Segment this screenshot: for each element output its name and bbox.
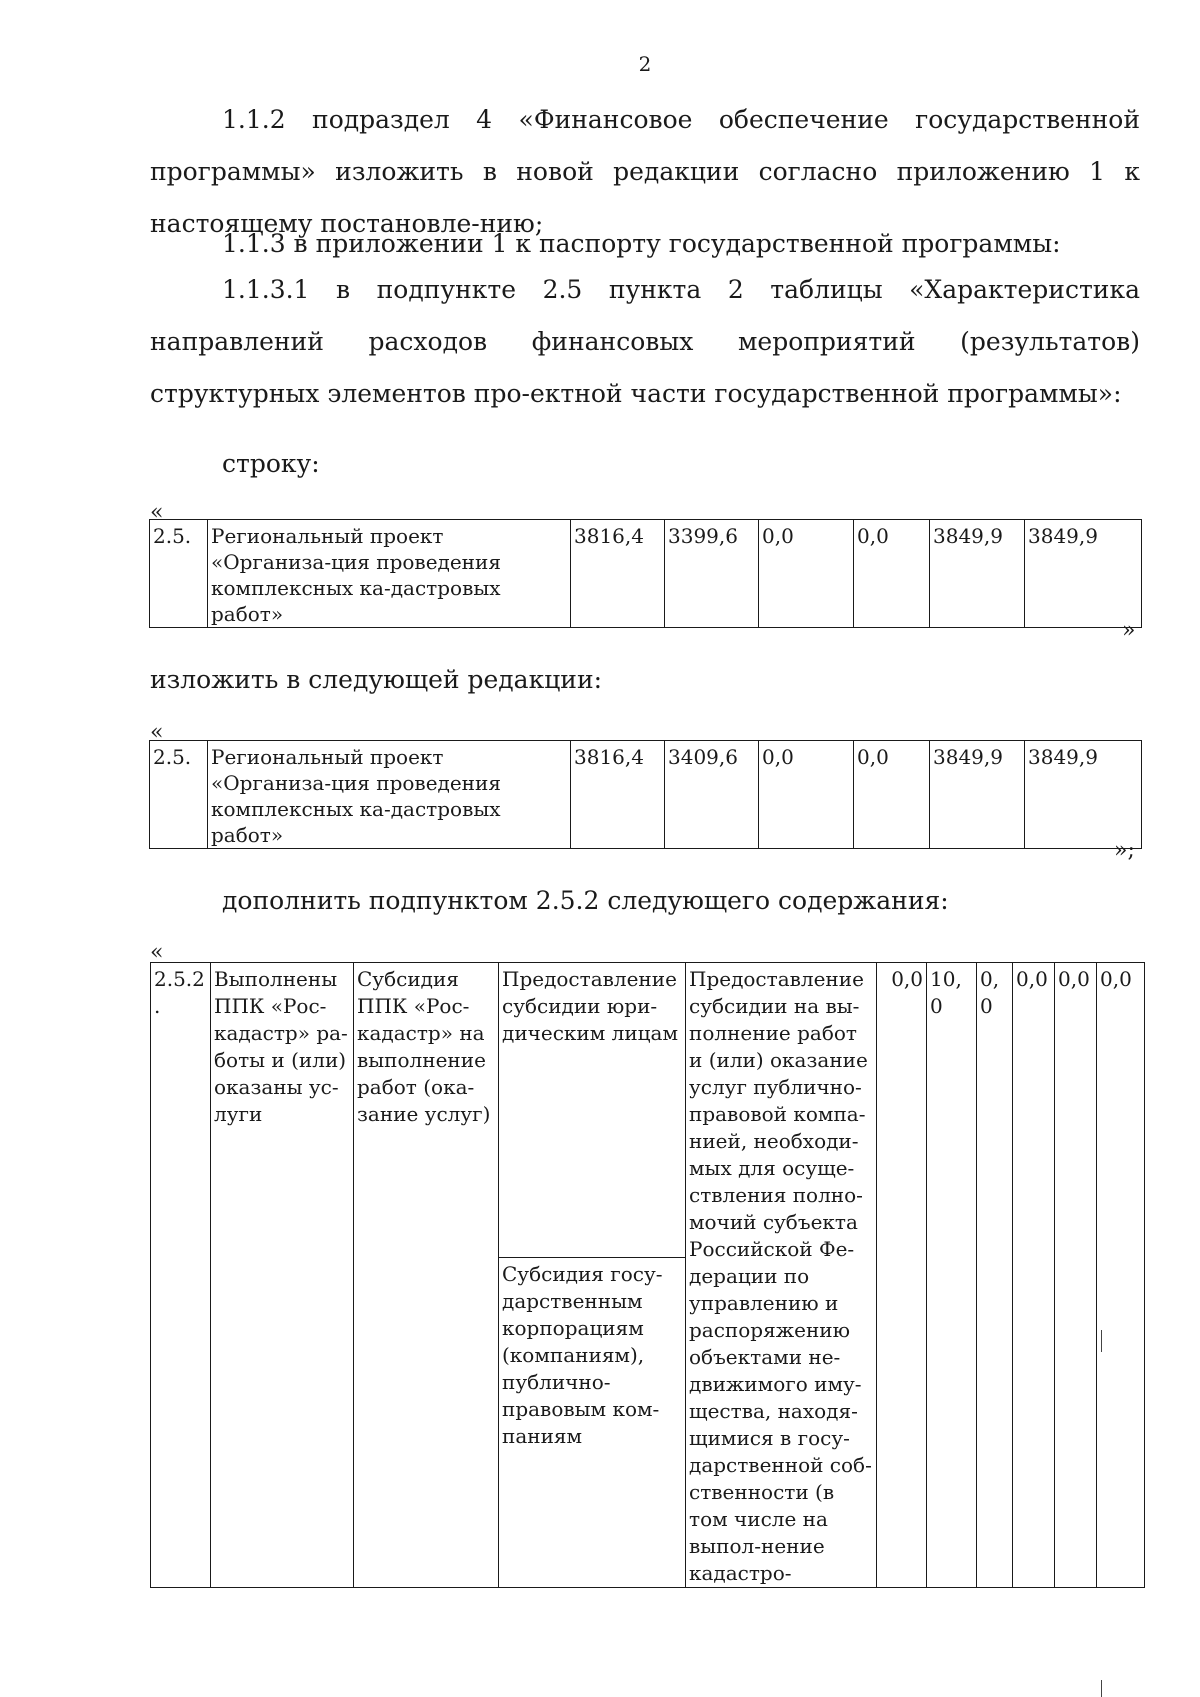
cell-value: 0,0 (1055, 963, 1097, 1588)
cell-name: Региональный проект «Организа-ция проведения комплексных ка-дастровых работ» (208, 741, 571, 849)
cell-value: 3399,6 (665, 520, 759, 628)
cell-value: 3849,9 (1025, 520, 1142, 628)
cell-value: 0,0 (977, 963, 1013, 1588)
cell-num: 2.5. (150, 741, 208, 849)
cell-description: Предоставление субсидии на вы-полнение работ и (или) оказание услуг публично-правовой компа-нией, необходи-мых для осуще-ствления полно-мочий субъекта Российской Фе-дерации по управлению и распоряжению объектами не-движимого иму-щества, находя-щимися в госу-дарственной соб-ственности (в том числе на выпол-нение кадастро- (686, 963, 877, 1588)
cell-subsidy: Субсидия ППК «Рос-кадастр» на выполнение работ (ока-зание услуг) (354, 963, 499, 1588)
table-new-row (149, 740, 1142, 849)
cell-num: 2.5. (150, 520, 208, 628)
open-quote: « (150, 940, 164, 965)
paragraph-1-1-2: 1.1.2 подраздел 4 «Финансовое обеспечение государственной программы» изложить в новой редакции согласно приложению 1 к настоящему постановле-нию; (150, 105, 1140, 238)
cell-value: 0,0 (1097, 963, 1145, 1588)
cell-recipient-1: Предоставление субсидии юри-дическим лицам (499, 963, 686, 1258)
close-quote: » (1122, 618, 1136, 643)
cell-value: 0,0 (854, 741, 930, 849)
stroku-label: строку: (222, 449, 320, 478)
cell-recipient-2: Субсидия госу-дарственным корпорациям (компаниям), публично-правовым ком-паниям (499, 1257, 686, 1587)
cell-name: Региональный проект «Организа-ция проведения комплексных ка-дастровых работ» (208, 520, 571, 628)
cell-value: 3849,9 (930, 741, 1025, 849)
cell-value: 3849,9 (930, 520, 1025, 628)
table-2-5-2 (150, 962, 1145, 1588)
cell-result: Выполнены ППК «Рос-кадастр» ра-боты и (или) оказаны ус-луги (211, 963, 354, 1588)
cell-num: 2.5.2. (151, 963, 211, 1588)
open-quote: « (150, 500, 164, 525)
scan-mark (1101, 1680, 1102, 1697)
cell-value: 3849,9 (1025, 741, 1142, 849)
cell-value: 0,0 (854, 520, 930, 628)
cell-value: 3816,4 (571, 520, 665, 628)
close-quote: »; (1114, 838, 1135, 863)
paragraph-1-1-3-1: 1.1.3.1 в подпункте 2.5 пункта 2 таблицы «Характеристика направлений расходов финансовых мероприятий (результатов) структурных элементов про-ектной части государственной программы»: (150, 275, 1140, 408)
cell-value: 3409,6 (665, 741, 759, 849)
paragraph-1-1-3: 1.1.3 в приложении 1 к паспорту государственной программы: (222, 229, 1061, 258)
cell-value: 0,0 (877, 963, 927, 1588)
open-quote: « (150, 720, 164, 745)
scan-mark (1101, 1330, 1102, 1352)
izlozhit-label: изложить в следующей редакции: (150, 665, 603, 694)
dopolnit-label: дополнить подпунктом 2.5.2 следующего содержания: (222, 886, 949, 915)
cell-value: 3816,4 (571, 741, 665, 849)
cell-value: 0,0 (759, 741, 854, 849)
cell-value: 10,0 (927, 963, 977, 1588)
cell-value: 0,0 (759, 520, 854, 628)
page-number: 2 (638, 52, 652, 76)
cell-value: 0,0 (1013, 963, 1055, 1588)
table-old-row (149, 519, 1142, 628)
